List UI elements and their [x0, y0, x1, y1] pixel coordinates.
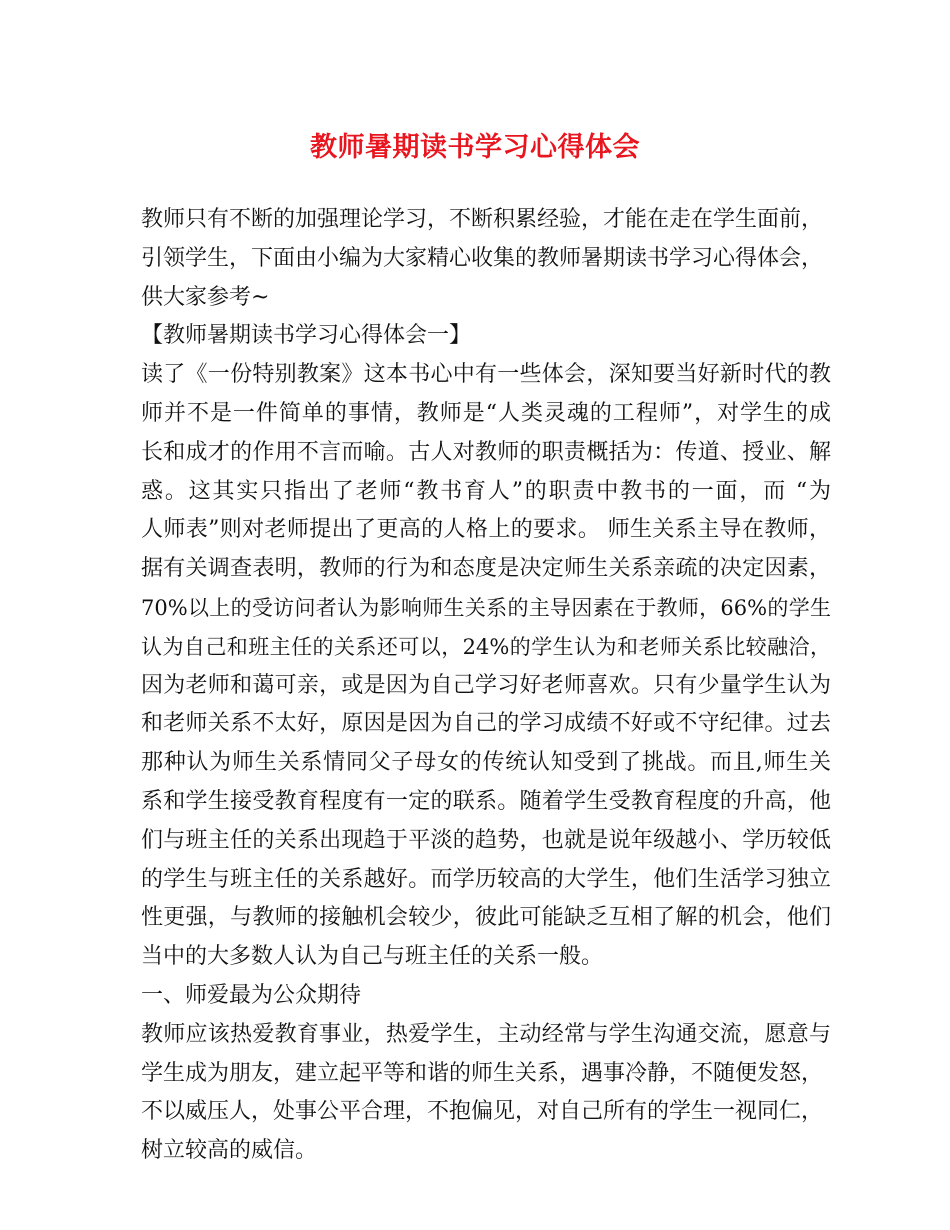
- body-line: 学生成为朋友，建立起平等和谐的师生关系，遇事冷静，不随便发怒，: [141, 1060, 824, 1086]
- body-line: 当中的大多数人认为自己与班主任的关系一般。: [141, 944, 604, 970]
- body-line: 引领学生，下面由小编为大家精心收集的教师暑期读书学习心得体会，: [141, 245, 824, 271]
- body-line: 们与班主任的关系出现趋于平淡的趋势，也就是说年级越小、学历较低: [141, 827, 831, 853]
- body-line: 惑。这其实只指出了老师“教书育人”的职责中教书的一面，而 “为: [141, 478, 831, 504]
- body-line: 因为老师和蔼可亲，或是因为自己学习好老师喜欢。只有少量学生认为: [141, 672, 831, 698]
- body-line: 据有关调查表明，教师的行为和态度是决定师生关系亲疏的决定因素，: [141, 556, 831, 582]
- body-line: 【教师暑期读书学习心得体会一】: [141, 323, 472, 349]
- body-line: 供大家参考~: [141, 284, 270, 310]
- body-line: 的学生与班主任的关系越好。而学历较高的大学生，他们生活学习独立: [141, 866, 831, 892]
- body-line: 系和学生接受教育程度有一定的联系。随着学生受教育程度的升高，他: [141, 788, 831, 814]
- body-line: 性更强，与教师的接触机会较少，彼此可能缺乏互相了解的机会，他们: [141, 905, 831, 931]
- body-line: 教师应该热爱教育事业，热爱学生，主动经常与学生沟通交流，愿意与: [141, 1021, 831, 1047]
- document-title: 教师暑期读书学习心得体会: [310, 132, 640, 163]
- body-line: 人师表”则对老师提出了更高的人格上的要求。 师生关系主导在教师，: [141, 517, 831, 543]
- body-line: 树立较高的威信。: [141, 1138, 318, 1164]
- body-line: 教师只有不断的加强理论学习，不断积累经验，才能在走在学生面前，: [141, 207, 824, 232]
- document-body: [141, 201, 831, 1171]
- body-line: 师并不是一件简单的事情，教师是“人类灵魂的工程师”，对学生的成: [141, 400, 831, 426]
- body-line: 长和成才的作用不言而喻。古人对教师的职责概括为：传道、授业、解: [141, 439, 831, 465]
- body-line: 70%以上的受访问者认为影响师生关系的主导因素在于教师，66%的学生: [141, 595, 831, 620]
- body-line: 不以威压人，处事公平合理，不抱偏见，对自己所有的学生一视同仁，: [141, 1099, 824, 1125]
- body-line: 那种认为师生关系情同父子母女的传统认知受到了挑战。而且,师生关: [141, 750, 831, 776]
- body-line: 读了《一份特别教案》这本书心中有一些体会，深知要当好新时代的教: [141, 362, 831, 388]
- body-line: 认为自己和班主任的关系还可以，24%的学生认为和老师关系比较融洽，: [141, 634, 831, 659]
- body-line: 一、师爱最为公众期待: [141, 982, 362, 1008]
- body-line: 和老师关系不太好，原因是因为自己的学习成绩不好或不守纪律。过去: [141, 711, 831, 737]
